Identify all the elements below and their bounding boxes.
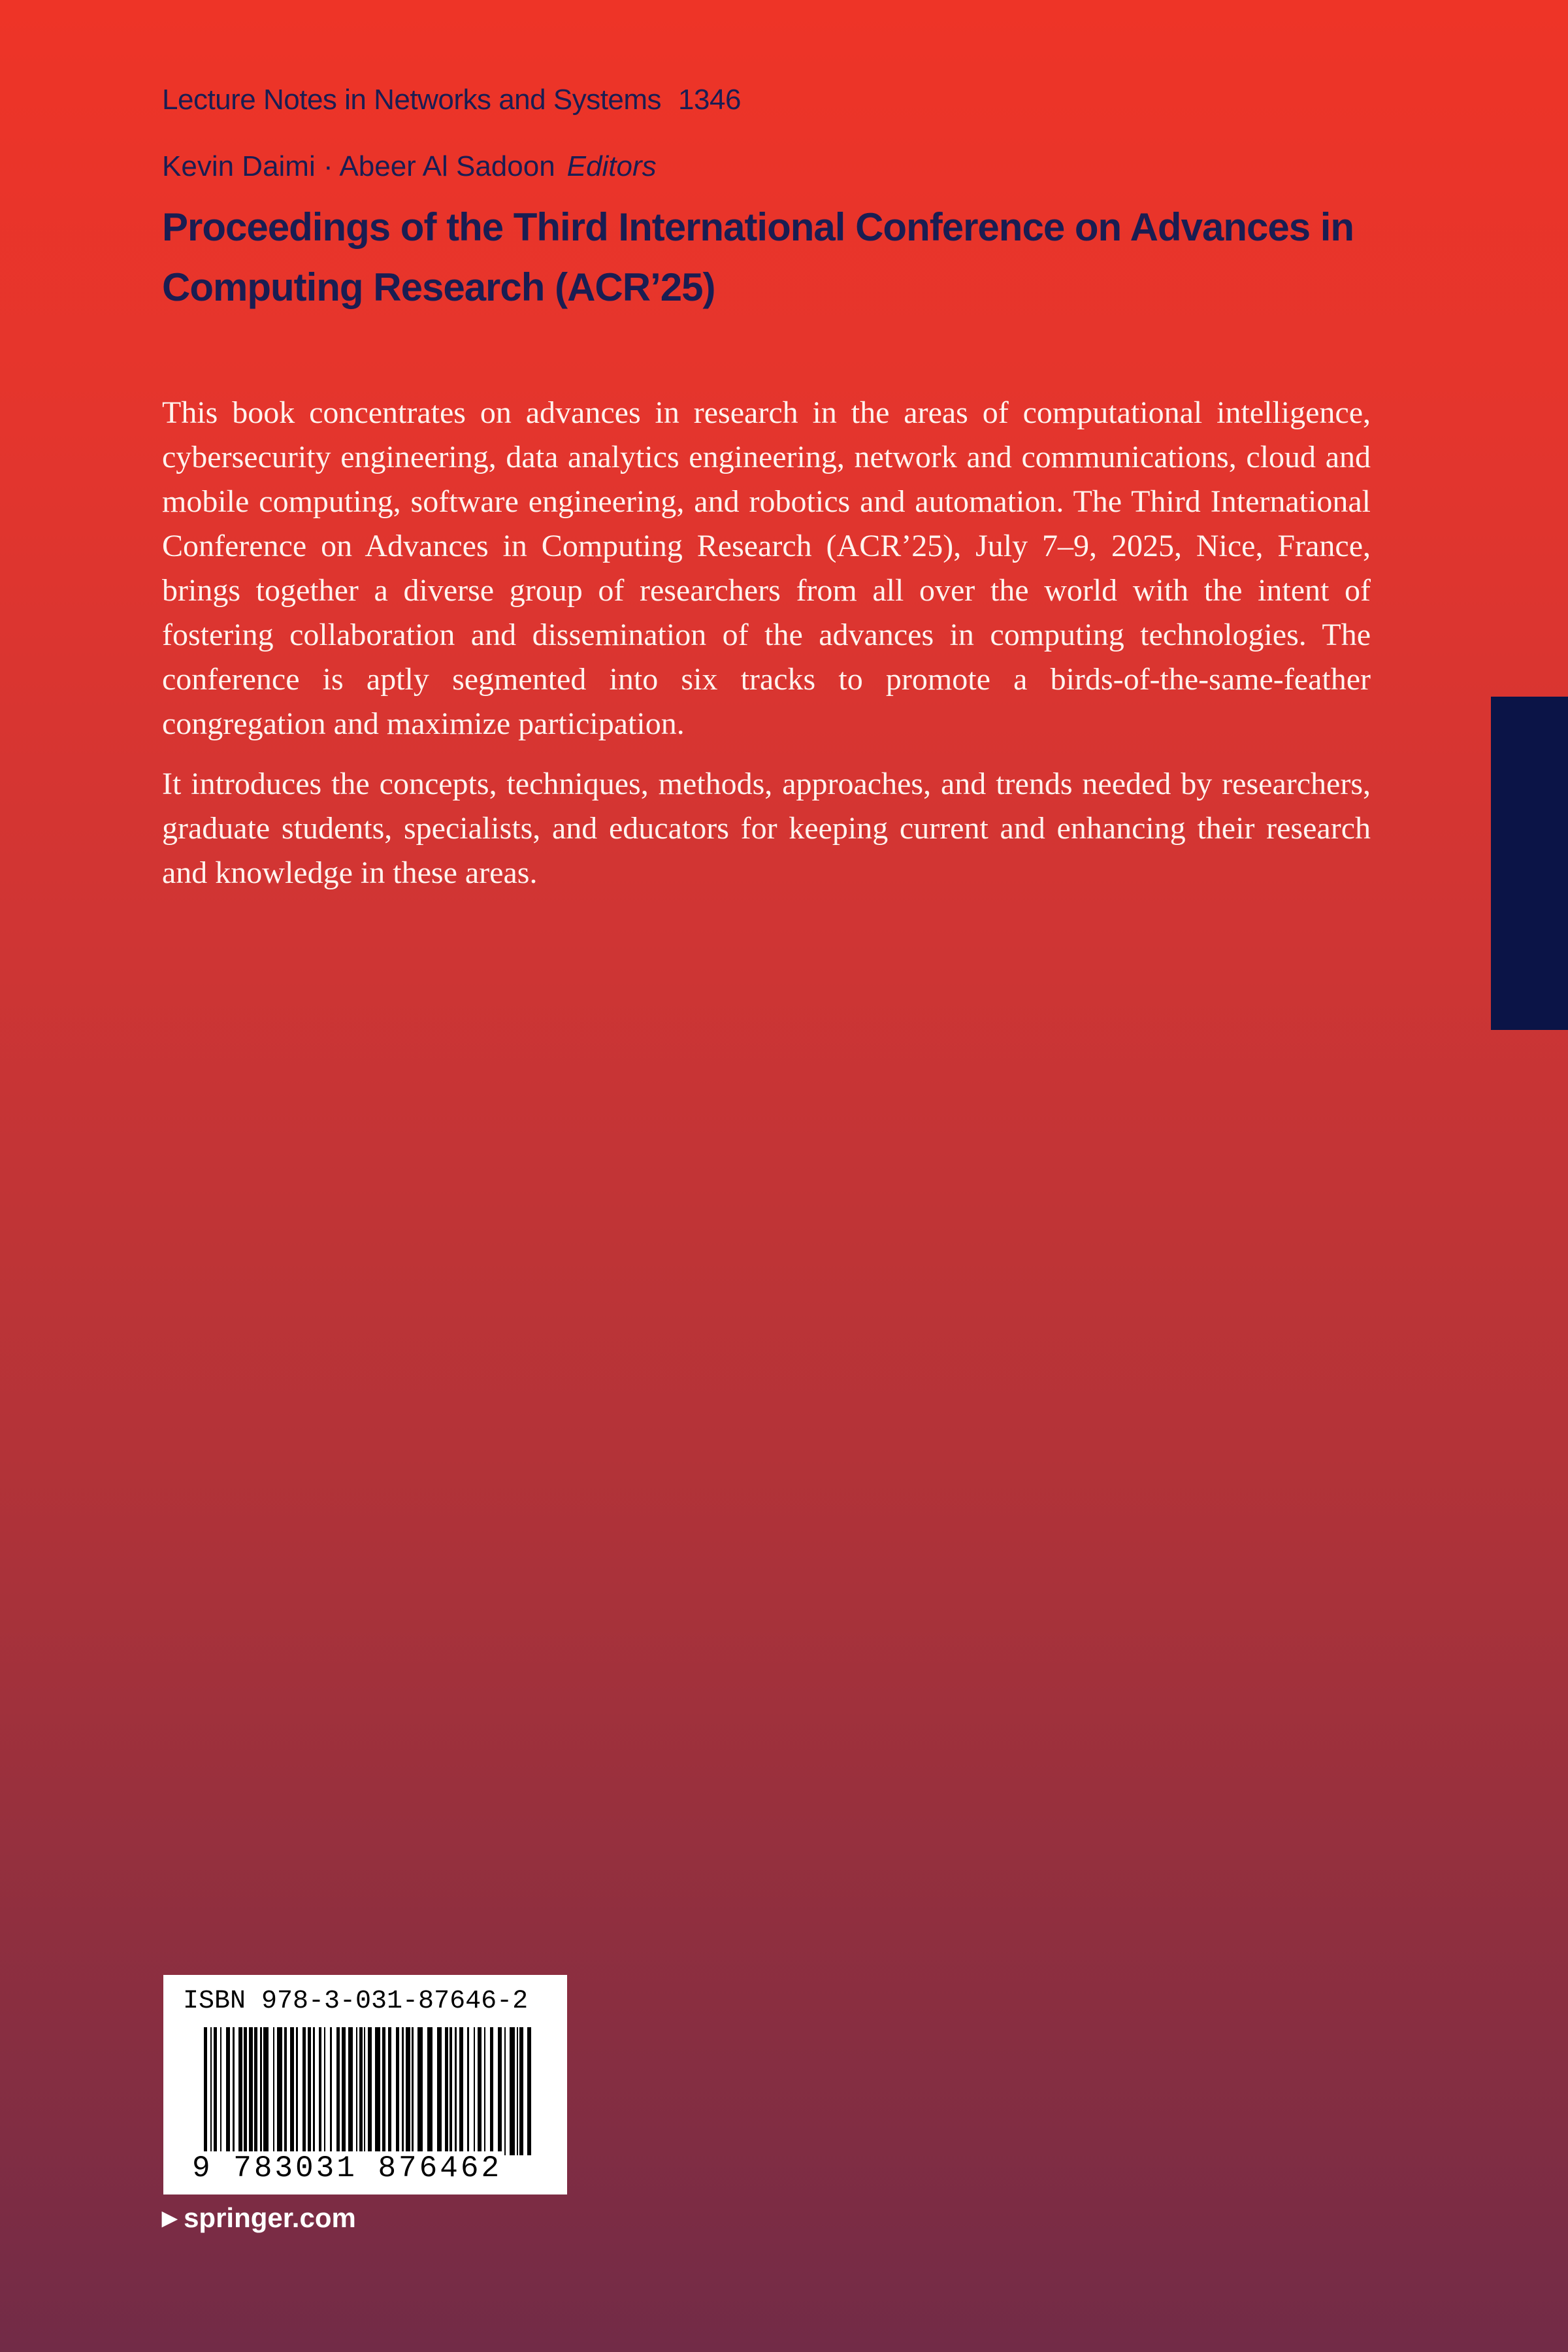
spine-color-tab bbox=[1491, 697, 1568, 1030]
editor-names: Kevin Daimi · Abeer Al Sadoon bbox=[162, 150, 555, 182]
triangle-right-icon: ▶ bbox=[162, 2208, 178, 2229]
book-title: Proceedings of the Third International Conference on Advances in Computing Research (ACR’25) bbox=[162, 205, 1354, 309]
book-description bbox=[162, 391, 1371, 911]
editors-role: Editors bbox=[566, 150, 657, 182]
publisher-link[interactable] bbox=[162, 2202, 356, 2234]
editors-line bbox=[162, 150, 657, 183]
description-paragraph-2: It introduces the concepts, techniques, methods, approaches, and trends needed by researchers, graduate students, specialists, and educators for keeping current and enhancing their research and knowledge in these areas. bbox=[162, 767, 1371, 890]
isbn-label: ISBN 978-3-031-87646-2 bbox=[183, 1987, 529, 2016]
description-paragraph-1: This book concentrates on advances in research in the areas of computational intelligence, cybersecurity engineering, data analytics engineering, network and communications, cloud and mobile computing, software engineering, and robotics and automation. The Third International Conference on Advances in Computing Research (ACR’25), July 7–9, 2025, Nice, France, brings together a diverse group of researchers from all over the world with the intent of fostering collaboration and dissemination of the advances in computing technologies. The conference is aptly segmented into six tracks to promote a birds-of-the-same-feather congregation and maximize participation. bbox=[162, 395, 1371, 741]
series-line bbox=[162, 84, 741, 116]
series-name: Lecture Notes in Networks and Systems bbox=[162, 84, 662, 116]
series-volume: 1346 bbox=[678, 84, 741, 116]
isbn-barcode-box bbox=[163, 1975, 567, 2195]
barcode-digits: 9 783031 876462 bbox=[189, 2151, 504, 2185]
publisher-url: springer.com bbox=[184, 2202, 356, 2233]
